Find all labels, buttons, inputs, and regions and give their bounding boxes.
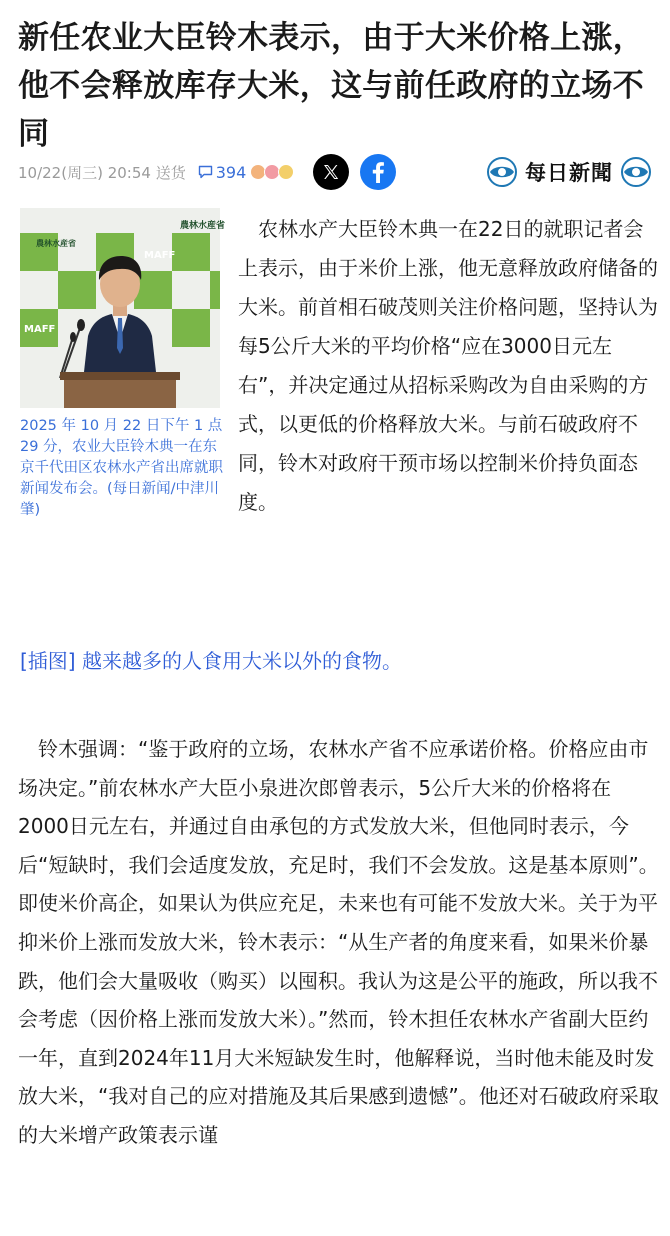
reaction-emoji-icon [278,164,294,180]
illustration-link[interactable]: [插图] 越来越多的人食用大米以外的食物。 [20,649,402,673]
body-paragraph: 铃木强调：“鉴于政府的立场，农林水产省不应承诺价格。价格应由市场决定。”前农林水产大臣小泉进次郎曾表示，5公斤大米的价格将在2000日元左右，并通过自由承包的方式发放大米，但他同时表示，今后“短缺时，我们会适度发放，充足时，我们不会发放。这是基本原则”。即使米价高企，如果认为供应充足，未来也有可能不发放大米。关于为平抑米价上涨而发放大米，铃木表示：“从生产者的角度来看，如果米价暴跌，他们会大量吸收（购买）以囤积。我认为这是公平的施政，所以我不会考虑（因价格上涨而发放大米）。”然而，铃木担任农林水产省副大臣约一年，直到2024年11月大米短缺发生时，他解释说，当时他未能及时发放大米，“我对自己的应对措施及其后果感到遗憾”。他还对石破政府采取的大米增产政策表示谨 [18,737,659,1147]
photo-sign-text: 農林水産省 [36,239,76,248]
publish-date: 10/22(周三) 20:54 送货 [18,163,186,182]
brand-name: 每日新聞 [525,160,613,185]
share-facebook-button[interactable] [360,154,396,190]
comment-count-link[interactable] [198,163,247,182]
x-logo-icon [322,163,340,181]
article-headline: 新任农业大臣铃木表示，由于大米价格上涨，他不会释放库存大米，这与前任政府的立场不同 [18,20,644,152]
comment-bubble-icon [198,165,213,179]
photo-logo-text: MAFF [24,324,56,335]
facebook-logo-icon [371,161,385,183]
article-photo[interactable] [20,208,226,408]
reaction-emoji-icons[interactable] [252,164,294,180]
lead-paragraph: 农林水产大臣铃木典一在22日的就职记者会上表示，由于米价上涨，他无意释放政府储备的大米。前首相石破茂则关注价格问题，坚持认为每5公斤大米的平均价格“应在3000日元左右”，并决定通过从招标采购改为自由采购的方式，以更低的价格释放大米。与前石破政府不同，铃木对政府干预市场以控制米价持负面态度。 [238,217,658,514]
photo-caption: 2025 年 10 月 22 日下午 1 点 29 分，农业大臣铃木典一在东京千代田区农林水产省出席就职新闻发布会。(每日新闻/中津川肇) [20,418,223,518]
publisher-brand[interactable] [486,154,670,190]
mainichi-logo-icon [620,157,652,187]
comment-count: 394 [215,162,247,182]
photo-logo-text: MAFF [144,250,176,261]
mainichi-logo-icon [486,157,518,187]
photo-sign-text: 農林水産省 [180,221,226,231]
share-x-button[interactable] [313,154,349,190]
